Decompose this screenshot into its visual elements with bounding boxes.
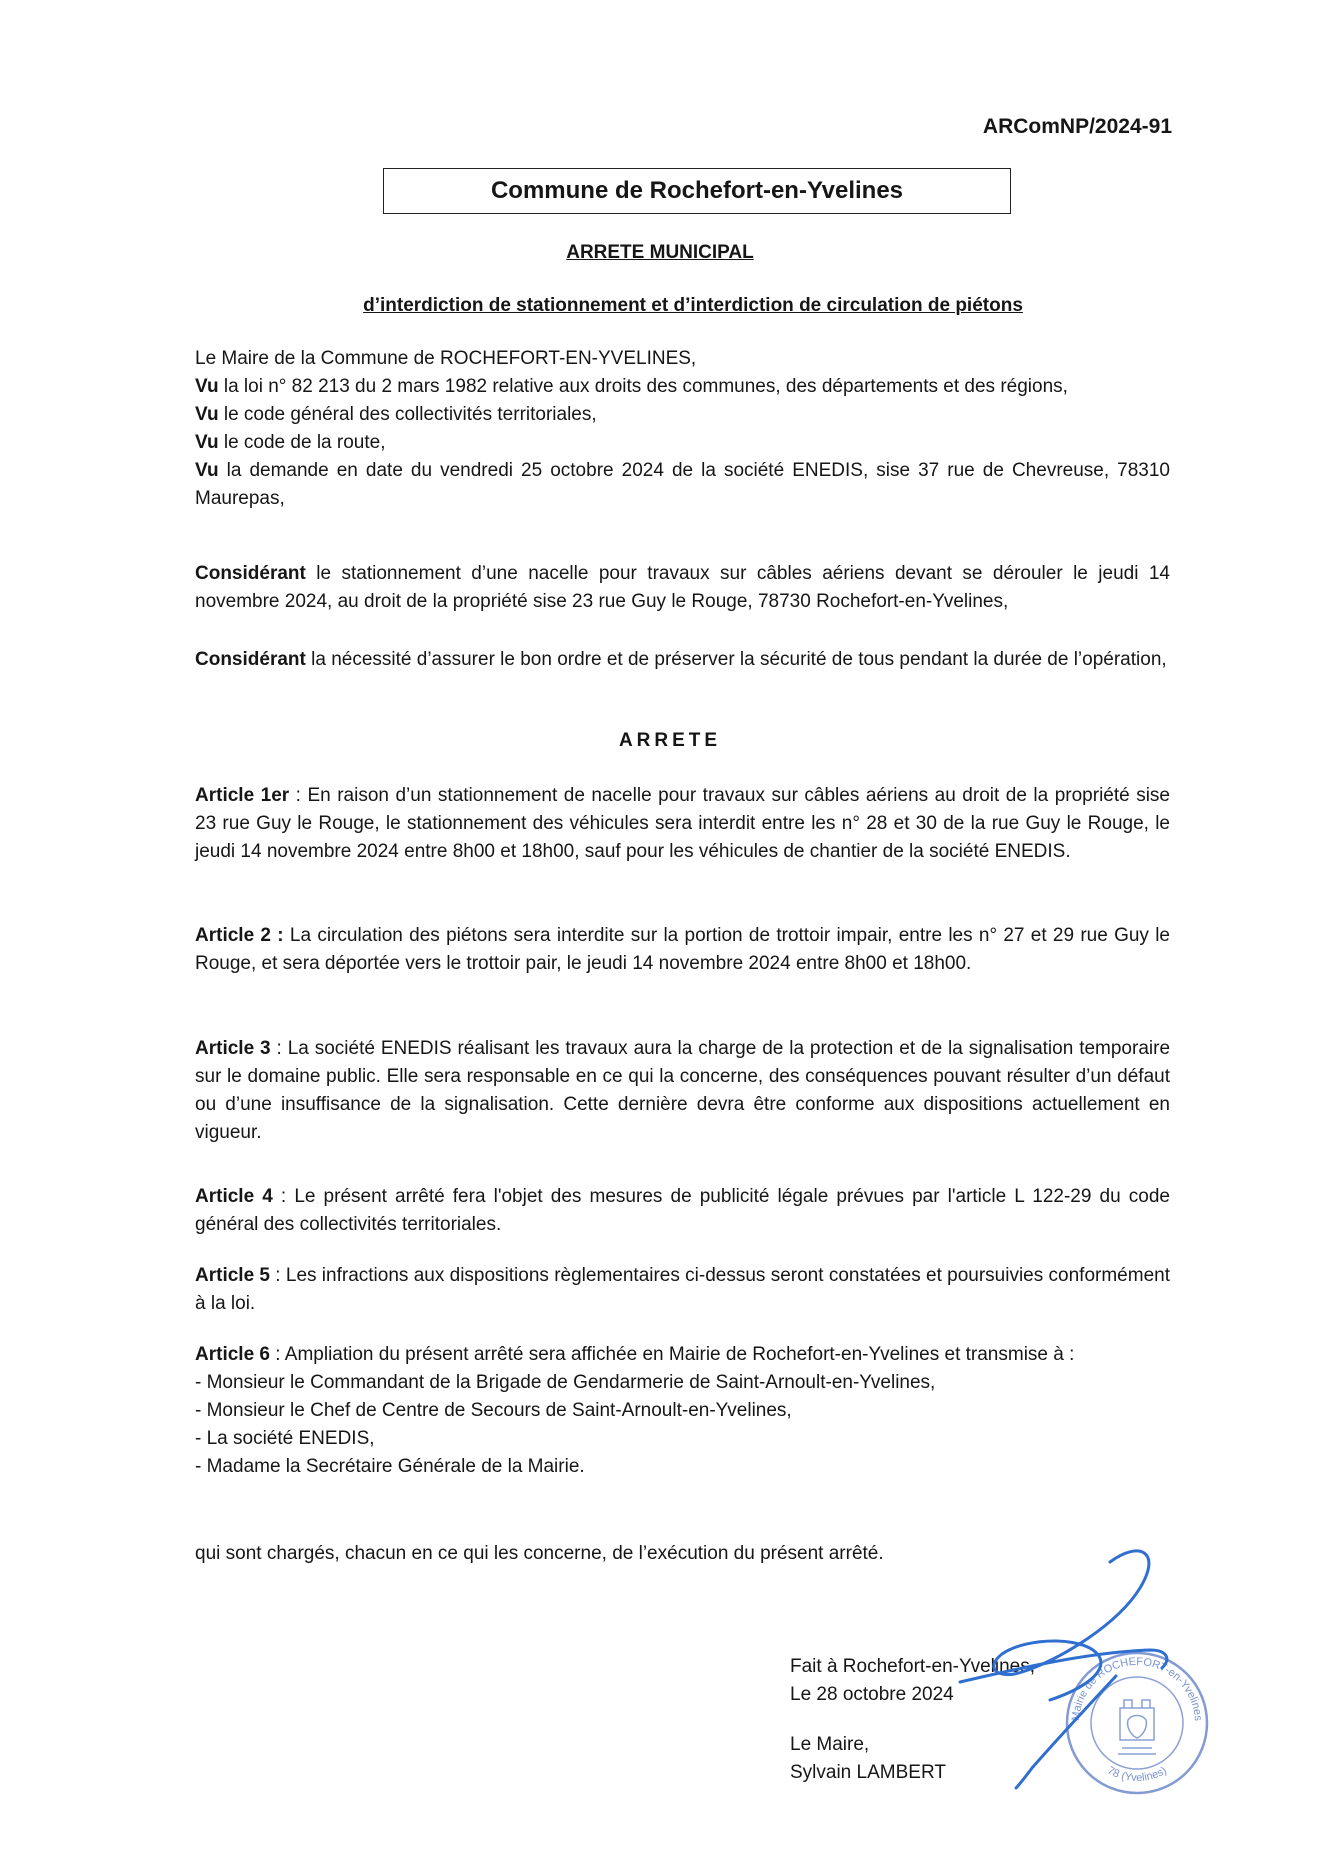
article-5: Article 5 : Les infractions aux dispositions règlementaires ci-dessus seront constatées et poursuivies conformément à la loi.: [195, 1265, 1170, 1314]
document-title: ARRETE MUNICIPAL: [566, 242, 754, 263]
svg-text:Mairie de ROCHEFORT-en-Yveline: Mairie de ROCHEFORT-en-Yvelines: [1069, 1655, 1205, 1722]
preamble: [195, 345, 1170, 513]
considerant-text: la nécessité d’assurer le bon ordre et de préserver la sécurité de tous pendant la durée de l’opération,: [311, 649, 1167, 670]
article-6: Article 6 : Ampliation du présent arrêté sera affichée en Mairie de Rochefort-en-Yvelines et transmise à : - Monsieur le Commandant de la Brigade de Gendarmerie de Saint-Arnoult-en-Yvelines, - Monsieur le Chef de Centre de Secours de Saint-Arnoult-en-Yvelines, - La société ENEDIS, - Madame la Secrétaire Générale de la Mairie.: [195, 1341, 1170, 1481]
vu-text: la demande en date du vendredi 25 octobre 2024 de la société ENEDIS, sise 37 rue de Chevreuse, 78310 Maurepas,: [195, 460, 1170, 509]
recipient-item: - Monsieur le Commandant de la Brigade de Gendarmerie de Saint-Arnoult-en-Yvelines,: [195, 1372, 936, 1393]
article-text: Ampliation du présent arrêté sera affichée en Mairie de Rochefort-en-Yvelines et transmise à :: [284, 1344, 1075, 1365]
considerant-keyword: Considérant: [195, 563, 306, 584]
considerant-1: [195, 560, 1170, 616]
article-1: Article 1er : En raison d’un stationnement de nacelle pour travaux sur câbles aériens au droit de la propriété sise 23 rue Guy le Rouge, le stationnement des véhicules sera interdit entre les n° 28 et 30 de la rue Guy le Rouge, le jeudi 14 novembre 2024 entre 8h00 et 18h00, sauf pour les véhicules de chantier de la société ENEDIS.: [195, 785, 1170, 862]
vu-text: le code de la route,: [223, 432, 386, 453]
vu-keyword: Vu: [195, 376, 219, 397]
vu-line: [195, 429, 1170, 457]
closing-sentence: qui sont chargés, chacun en ce qui les concerne, de l’exécution du présent arrêté.: [195, 1543, 884, 1564]
vu-keyword: Vu: [195, 404, 219, 425]
article-label: Article 5: [195, 1265, 270, 1286]
vu-line: [195, 373, 1170, 401]
article-4: Article 4 : Le présent arrêté fera l'objet des mesures de publicité légale prévues par l'article L 122-29 du code général des collectivités territoriales.: [195, 1186, 1170, 1235]
commune-header: Commune de Rochefort-en-Yvelines: [383, 168, 1011, 214]
article-text: En raison d’un stationnement de nacelle pour travaux sur câbles aériens au droit de la propriété sise 23 rue Guy le Rouge, le stationnement des véhicules sera interdit entre les n° 28 et 30 de la rue Guy le Rouge, le jeudi 14 novembre 2024 entre 8h00 et 18h00, sauf pour les véhicules de chantier de la société ENEDIS.: [195, 785, 1170, 862]
vu-line: [195, 401, 1170, 429]
article-label: Article 4: [195, 1186, 273, 1207]
signature-name: Sylvain LAMBERT: [790, 1762, 946, 1783]
arrete-heading: ARRETE: [618, 730, 722, 751]
considerant-keyword: Considérant: [195, 649, 306, 670]
vu-line: [195, 457, 1170, 513]
vu-keyword: Vu: [195, 460, 219, 481]
article-text: La société ENEDIS réalisant les travaux aura la charge de la protection et de la signalisation temporaire sur le domaine public. Elle sera responsable en ce qui la concerne, des conséquences pouvant résulter d’un défaut ou d’une insuffisance de la signalisation. Cette dernière devra être conforme aux dispositions actuellement en vigueur.: [195, 1038, 1171, 1143]
article-label: Article 6: [195, 1344, 270, 1365]
considerant-2: [195, 646, 1170, 674]
recipient-item: - Madame la Secrétaire Générale de la Mairie.: [195, 1456, 585, 1477]
article-label: Article 2 :: [195, 925, 284, 946]
recipient-item: - Monsieur le Chef de Centre de Secours de Saint-Arnoult-en-Yvelines,: [195, 1400, 792, 1421]
preamble-maire: Le Maire de la Commune de ROCHEFORT-EN-YVELINES,: [195, 348, 697, 369]
document-subtitle: d’interdiction de stationnement et d’interdiction de circulation de piétons: [363, 295, 1023, 316]
recipient-item: - La société ENEDIS,: [195, 1428, 375, 1449]
article-3: Article 3 : La société ENEDIS réalisant les travaux aura la charge de la protection et de la signalisation temporaire sur le domaine public. Elle sera responsable en ce qui la concerne, des conséquences pouvant résulter d’un défaut ou d’une insuffisance de la signalisation. Cette dernière devra être conforme aux dispositions actuellement en vigueur.: [195, 1038, 1171, 1143]
vu-text: la loi n° 82 213 du 2 mars 1982 relative aux droits des communes, des départements et des régions,: [223, 376, 1068, 397]
vu-text: le code général des collectivités territoriales,: [223, 404, 597, 425]
article-text: La circulation des piétons sera interdite sur la portion de trottoir impair, entre les n° 27 et 29 rue Guy le Rouge, et sera déportée vers le trottoir pair, le jeudi 14 novembre 2024 entre 8h00 et 18h00.: [195, 925, 1170, 974]
svg-text:78 (Yvelines): 78 (Yvelines): [1105, 1764, 1169, 1785]
article-label: Article 3: [195, 1038, 271, 1059]
signature-date: Le 28 octobre 2024: [790, 1684, 954, 1705]
article-text: Les infractions aux dispositions règlementaires ci-dessus seront constatées et poursuivies conformément à la loi.: [195, 1265, 1170, 1314]
signature-role: Le Maire,: [790, 1734, 870, 1755]
reference-number: ARComNP/2024-91: [982, 115, 1172, 138]
article-2: [195, 922, 1170, 978]
considerant-text: le stationnement d’une nacelle pour travaux sur câbles aériens devant se dérouler le jeudi 14 novembre 2024, au droit de la propriété sise 23 rue Guy le Rouge, 78730 Rochefort-en-Yvelines,: [195, 563, 1170, 612]
article-label: Article 1er: [195, 785, 290, 806]
vu-keyword: Vu: [195, 432, 219, 453]
mayor-signature-icon: [940, 1540, 1200, 1790]
signature-place: Fait à Rochefort-en-Yvelines,: [790, 1656, 1036, 1677]
article-text: Le présent arrêté fera l'objet des mesures de publicité légale prévues par l'article L 122-29 du code général des collectivités territoriales.: [195, 1186, 1170, 1235]
